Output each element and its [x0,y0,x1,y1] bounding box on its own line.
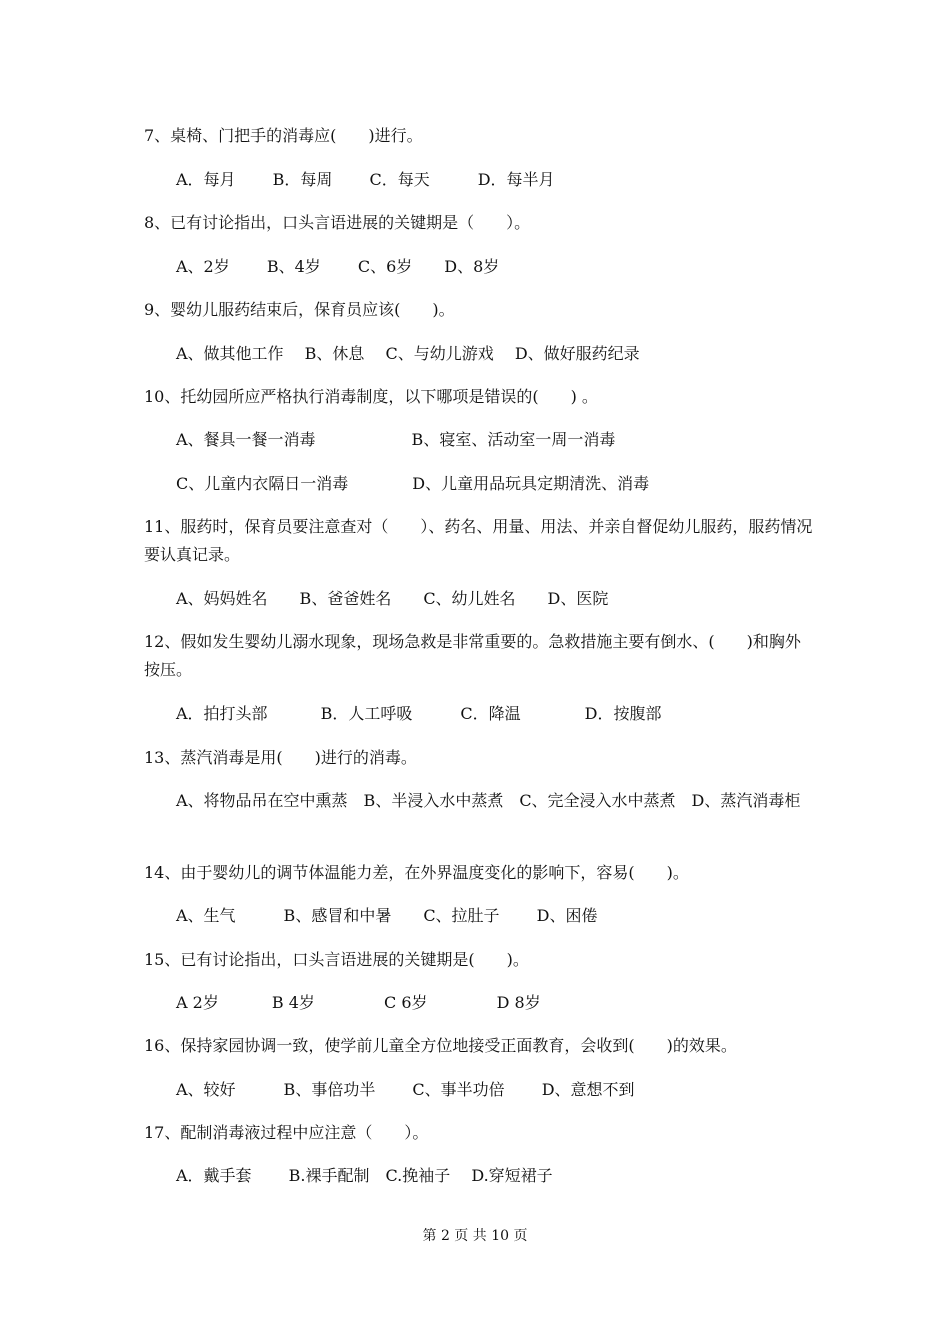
question-16-options: A、较好 B、事倍功半 C、事半功倍 D、意想不到 [176,1080,635,1099]
question-12-options: A．拍打头部 B．人工呼吸 C．降温 D．按腹部 [176,704,662,723]
question-10-options-row1: A、餐具一餐一消毒 B、寝室、活动室一周一消毒 [176,430,616,449]
question-10-options-row2: C、儿童内衣隔日一消毒 D、儿童用品玩具定期清洗、消毒 [176,474,650,493]
question-17-options: A．戴手套 B.裸手配制 C.挽袖子 D.穿短裙子 [176,1166,553,1185]
question-9-options: A、做其他工作 B、休息 C、与幼儿游戏 D、做好服药纪录 [176,344,640,363]
question-7: 7、桌椅、门把手的消毒应( )进行。 [144,126,423,145]
question-8-options: A、2岁 B、4岁 C、6岁 D、8岁 [176,257,500,276]
question-8: 8、已有讨论指出，口头言语进展的关键期是（ ）。 [144,213,531,232]
question-11-options: A、妈妈姓名 B、爸爸姓名 C、幼儿姓名 D、医院 [176,589,609,608]
question-14: 14、由于婴幼儿的调节体温能力差，在外界温度变化的影响下，容易( )。 [144,863,689,882]
question-15: 15、已有讨论指出，口头言语进展的关键期是( )。 [144,950,529,969]
question-10: 10、托幼园所应严格执行消毒制度，以下哪项是错误的( ) 。 [144,387,598,406]
question-15-options: A 2岁 B 4岁 C 6岁 D 8岁 [176,993,541,1012]
question-16: 16、保持家园协调一致，使学前儿童全方位地接受正面教育，会收到( )的效果。 [144,1036,737,1055]
page-footer: 第 2 页 共 10 页 [422,1228,528,1244]
question-17: 17、配制消毒液过程中应注意（ ）。 [144,1123,429,1142]
question-14-options: A、生气 B、感冒和中暑 C、拉肚子 D、困倦 [176,906,598,925]
question-9: 9、婴幼儿服药结束后，保育员应该( )。 [144,300,455,319]
question-13: 13、蒸汽消毒是用( )进行的消毒。 [144,748,417,767]
question-7-options: A．每月 B．每周 C．每天 D．每半月 [176,170,555,189]
question-11: 11、服药时，保育员要注意查对（ ）、药名、用量、用法、并亲自督促幼儿服药，服药情况要认真记录。 [144,517,813,564]
question-13-options: A、将物品吊在空中熏蒸 B、半浸入水中蒸煮 C、完全浸入水中蒸煮 D、蒸汽消毒柜 [176,791,801,810]
question-12: 12、假如发生婴幼儿溺水现象，现场急救是非常重要的。急救措施主要有倒水、( )和胸外按压。 [144,632,801,679]
